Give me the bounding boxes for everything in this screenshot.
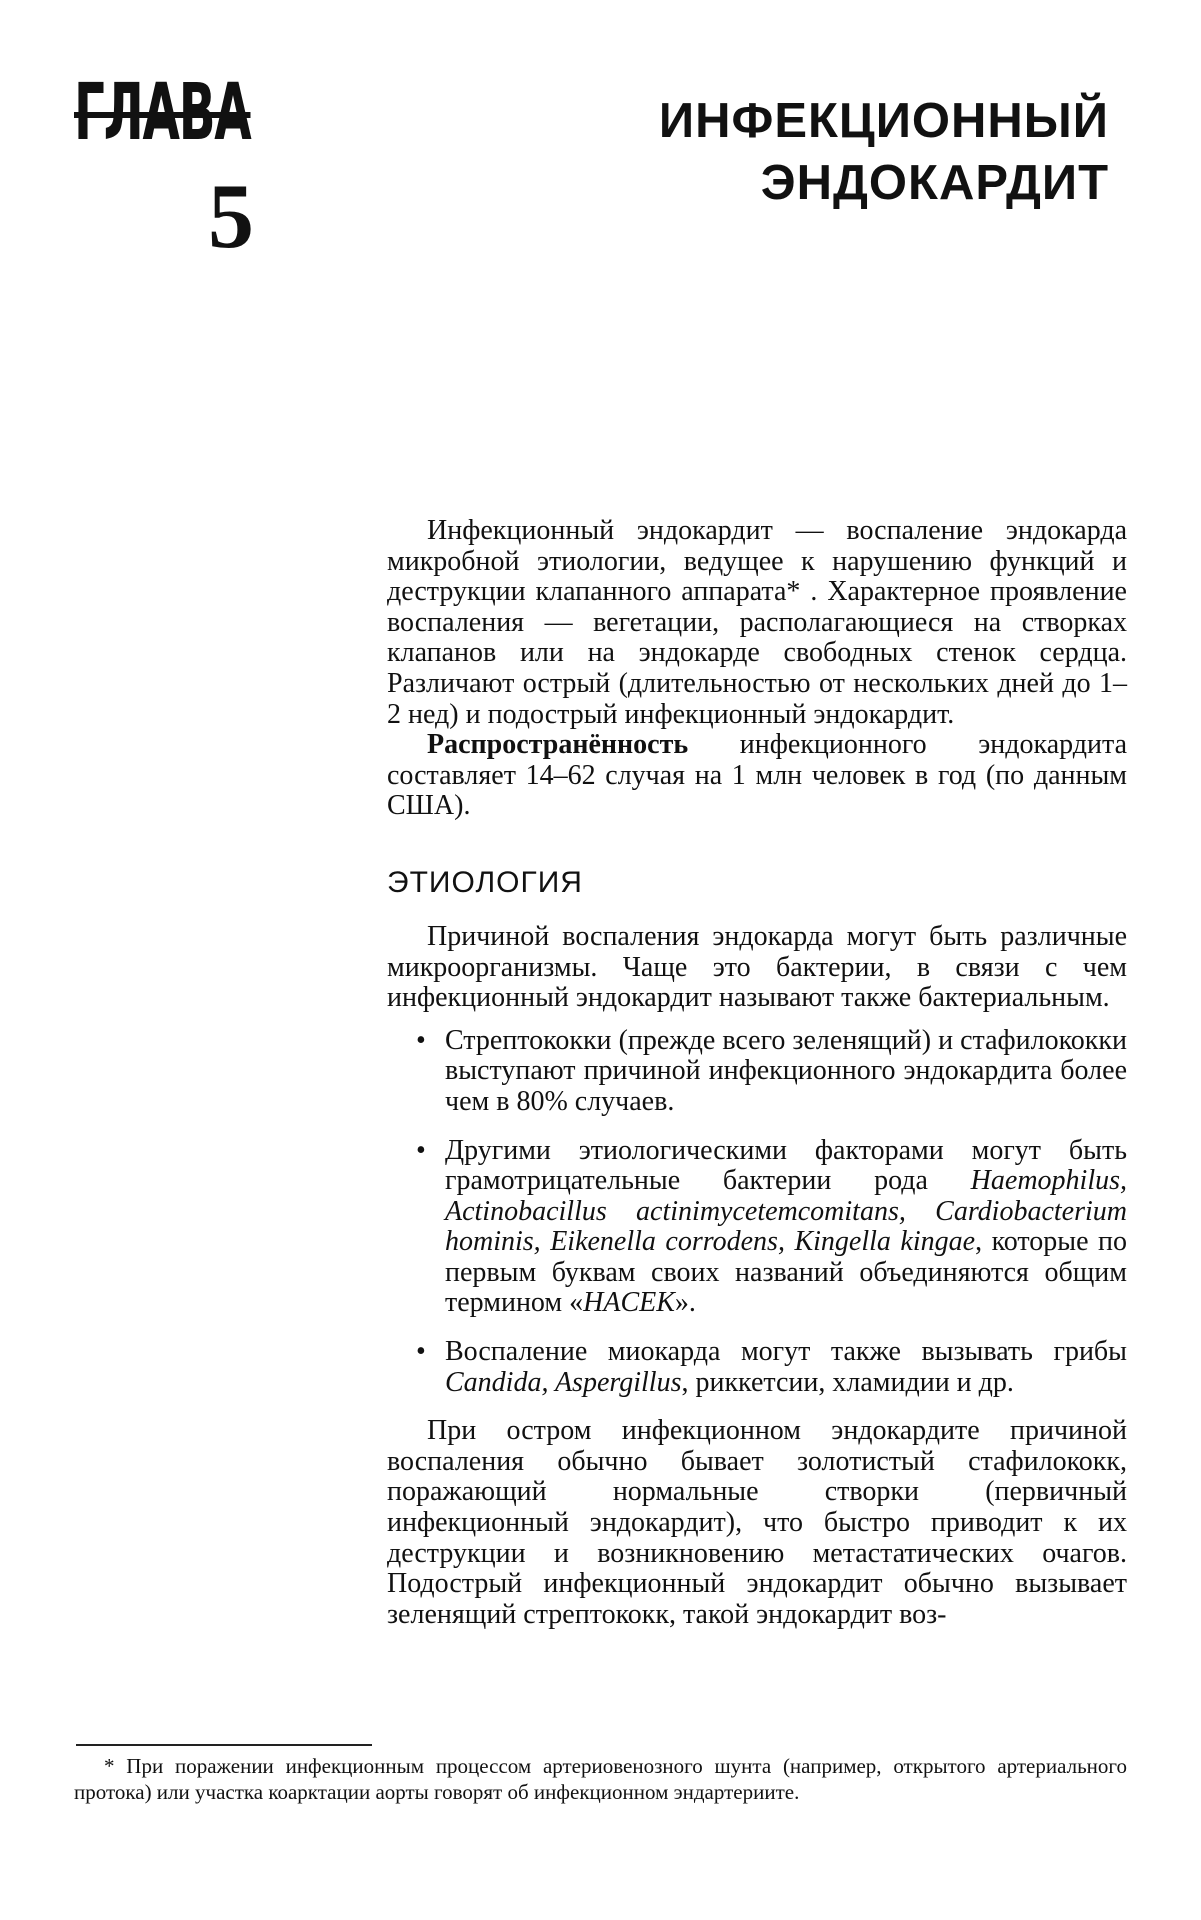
bullet-text: , риккетсии, хламидии и др. bbox=[681, 1366, 1014, 1398]
etiology-list bbox=[387, 1026, 1127, 1399]
list-item bbox=[445, 1337, 1127, 1398]
prevalence-term: Распространённость bbox=[427, 729, 689, 761]
prevalence-paragraph bbox=[387, 730, 1127, 822]
etiology-paragraph-1: Причиной воспаления эндокарда могут быть различные микроорганизмы. Чаще это бактерии, в связи с чем инфекционный эндокардит называют также бактериальным. bbox=[387, 920, 1127, 1014]
footnote-divider bbox=[76, 1744, 372, 1746]
chapter-label: ГЛАВА bbox=[74, 68, 251, 158]
chapter-title-line-1: ИНФЕКЦИОННЫЙ bbox=[658, 94, 1109, 148]
bullet-text: ». bbox=[674, 1287, 696, 1319]
footnote: * При поражении инфекционным процессом артериовенозного шунта (например, открытого артериального протока) или участка коарктации аорты говорят об инфекционном эндартериите. bbox=[74, 1754, 1127, 1804]
chapter-title-line-2: ЭНДОКАРДИТ bbox=[760, 156, 1109, 210]
etiology-paragraph-2: При остром инфекционном эндокардите причиной воспаления обычно бывает золотистый стафилококк, поражающий нормальные створки (первичный инфекционный эндокардит), что быстро приводит к их деструкции и возникновению метастатических очагов. Подострый инфекционный эндокардит обычно вызывает зеленящий стрептококк, такой эндокардит воз- bbox=[387, 1415, 1127, 1630]
bacteria-genera: Haemophilus, Actinobacillus actinimycetemcomitans, Cardiobacterium hominis, Eikenella corrodens, Kingella kingae bbox=[445, 1165, 1127, 1258]
bullet-text: Воспаление миокарда могут также вызывать грибы bbox=[445, 1336, 1127, 1368]
hacek-term: HACEK bbox=[583, 1287, 675, 1319]
bullet-text: , которые по первым буквам своих названий объединяются общим термином « bbox=[445, 1226, 1128, 1319]
list-item bbox=[445, 1136, 1127, 1320]
chapter-title bbox=[549, 90, 1109, 214]
prevalence-text: инфекционного эндокардита составляет 14–62 случая на 1 млн человек в год (по данным США). bbox=[387, 729, 1127, 822]
chapter-number: 5 bbox=[208, 165, 254, 267]
section-heading-etiology: ЭТИОЛОГИЯ bbox=[387, 865, 583, 899]
fungi-genera: Candida, Aspergillus bbox=[445, 1366, 682, 1398]
list-item: • Стрептококки (прежде всего зеленящий) и стафилококки выступают причиной инфекционного эндокардита более чем в 80% случаев. bbox=[445, 1026, 1127, 1118]
main-text bbox=[387, 516, 1127, 1630]
intro-paragraph: Инфекционный эндокардит — воспаление эндокарда микробной этиологии, ведущее к нарушению функций и деструкции клапанного аппарата* . Характерное проявление воспаления — вегетации, располагающиеся на створках клапанов или на эндокарде свободных стенок сердца. Различают острый (длительностью от нескольких дней до 1–2 нед) и подострый инфекционный эндокардит. bbox=[387, 515, 1127, 730]
bullet-text: Другими этиологическими факторами могут быть грамотрицательные бактерии рода bbox=[445, 1134, 1127, 1197]
